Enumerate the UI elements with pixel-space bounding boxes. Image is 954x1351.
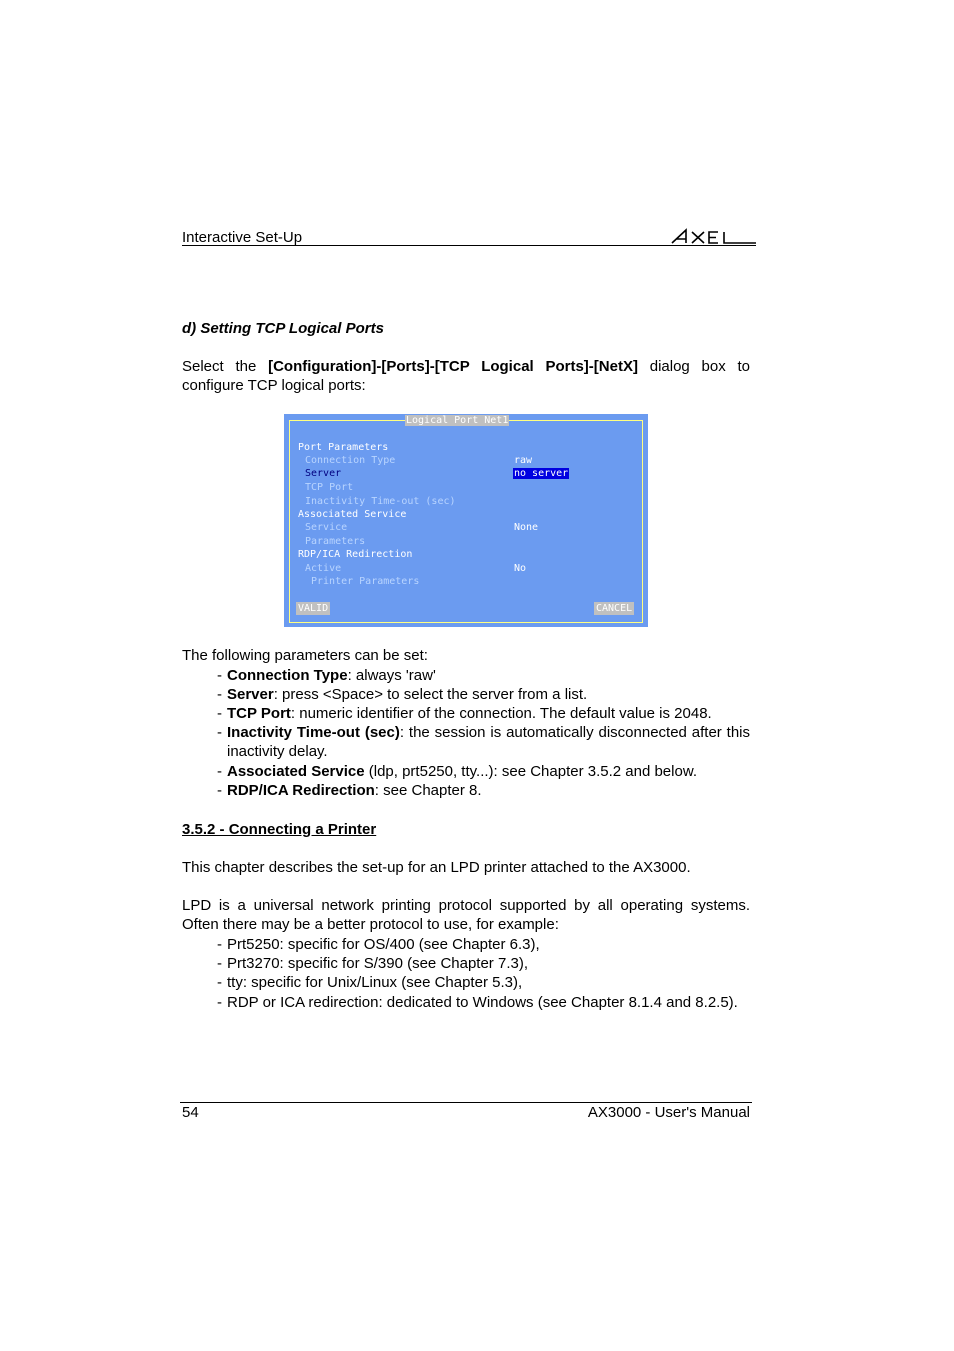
list-item: - Prt3270: specific for S/390 (see Chapter 7.3), — [217, 955, 528, 972]
inactivity-label: Inactivity Time-out (sec) — [305, 496, 456, 507]
service-value[interactable]: None — [514, 522, 539, 533]
section-heading: 3.5.2 - Connecting a Printer — [182, 821, 377, 838]
server-value-text: no server — [514, 468, 569, 479]
parameters-label: Parameters — [305, 536, 366, 547]
rdp-ica-heading: RDP/ICA Redirection — [298, 549, 413, 560]
server-value[interactable] — [513, 468, 569, 480]
parameters-intro: The following parameters can be set: — [182, 647, 428, 664]
list-item: - Prt5250: specific for OS/400 (see Chapter 6.3), — [217, 936, 540, 953]
header-section-title: Interactive Set-Up — [182, 229, 303, 246]
intro-paragraph: Select the [Configuration]-[Ports]-[TCP Logical Ports]-[NetX] dialog box to configure TCP logical ports: — [182, 358, 750, 394]
cancel-button[interactable]: CANCEL — [596, 603, 633, 614]
server-label: Server — [305, 468, 342, 479]
valid-button[interactable]: VALID — [298, 603, 329, 614]
list-item: - Associated Service (ldp, prt5250, tty...): see Chapter 3.5.2 and below. — [217, 763, 697, 780]
tcp-port-label: TCP Port — [305, 482, 354, 493]
list-item: - Server: press <Space> to select the server from a list. — [217, 686, 588, 703]
connection-type-label: Connection Type — [305, 455, 396, 466]
port-parameters-heading: Port Parameters — [298, 442, 389, 453]
paragraph: This chapter describes the set-up for an LPD printer attached to the AX3000. — [182, 859, 691, 876]
active-label: Active — [305, 563, 342, 574]
connection-type-value[interactable]: raw — [514, 455, 533, 466]
list-item: - TCP Port: numeric identifier of the connection. The default value is 2048. — [217, 705, 712, 722]
list-item: - tty: specific for Unix/Linux (see Chapter 5.3), — [217, 974, 523, 991]
service-label: Service — [305, 522, 348, 533]
list-item: - Inactivity Time-out (sec): the session is automatically disconnected after this inactivity delay. — [217, 724, 750, 760]
active-value[interactable]: No — [514, 563, 527, 574]
list-item: - RDP or ICA redirection: dedicated to Windows (see Chapter 8.1.4 and 8.2.5). — [217, 994, 738, 1011]
list-item: - RDP/ICA Redirection: see Chapter 8. — [217, 782, 482, 799]
section-title: d) Setting TCP Logical Ports — [182, 320, 384, 337]
manual-title: AX3000 - User's Manual — [587, 1104, 750, 1121]
header-rule — [182, 245, 756, 246]
page-number: 54 — [182, 1104, 199, 1121]
associated-service-heading: Associated Service — [298, 509, 407, 520]
dialog-title: Logical Port Net1 — [406, 415, 509, 426]
footer-rule — [180, 1102, 752, 1103]
list-item: - Connection Type: always 'raw' — [217, 667, 436, 684]
paragraph: LPD is a universal network printing protocol supported by all operating systems. Often there may be a better protocol to use, for example: — [182, 897, 750, 933]
printer-parameters-label: Printer Parameters — [311, 576, 420, 587]
logical-port-dialog — [284, 414, 648, 627]
